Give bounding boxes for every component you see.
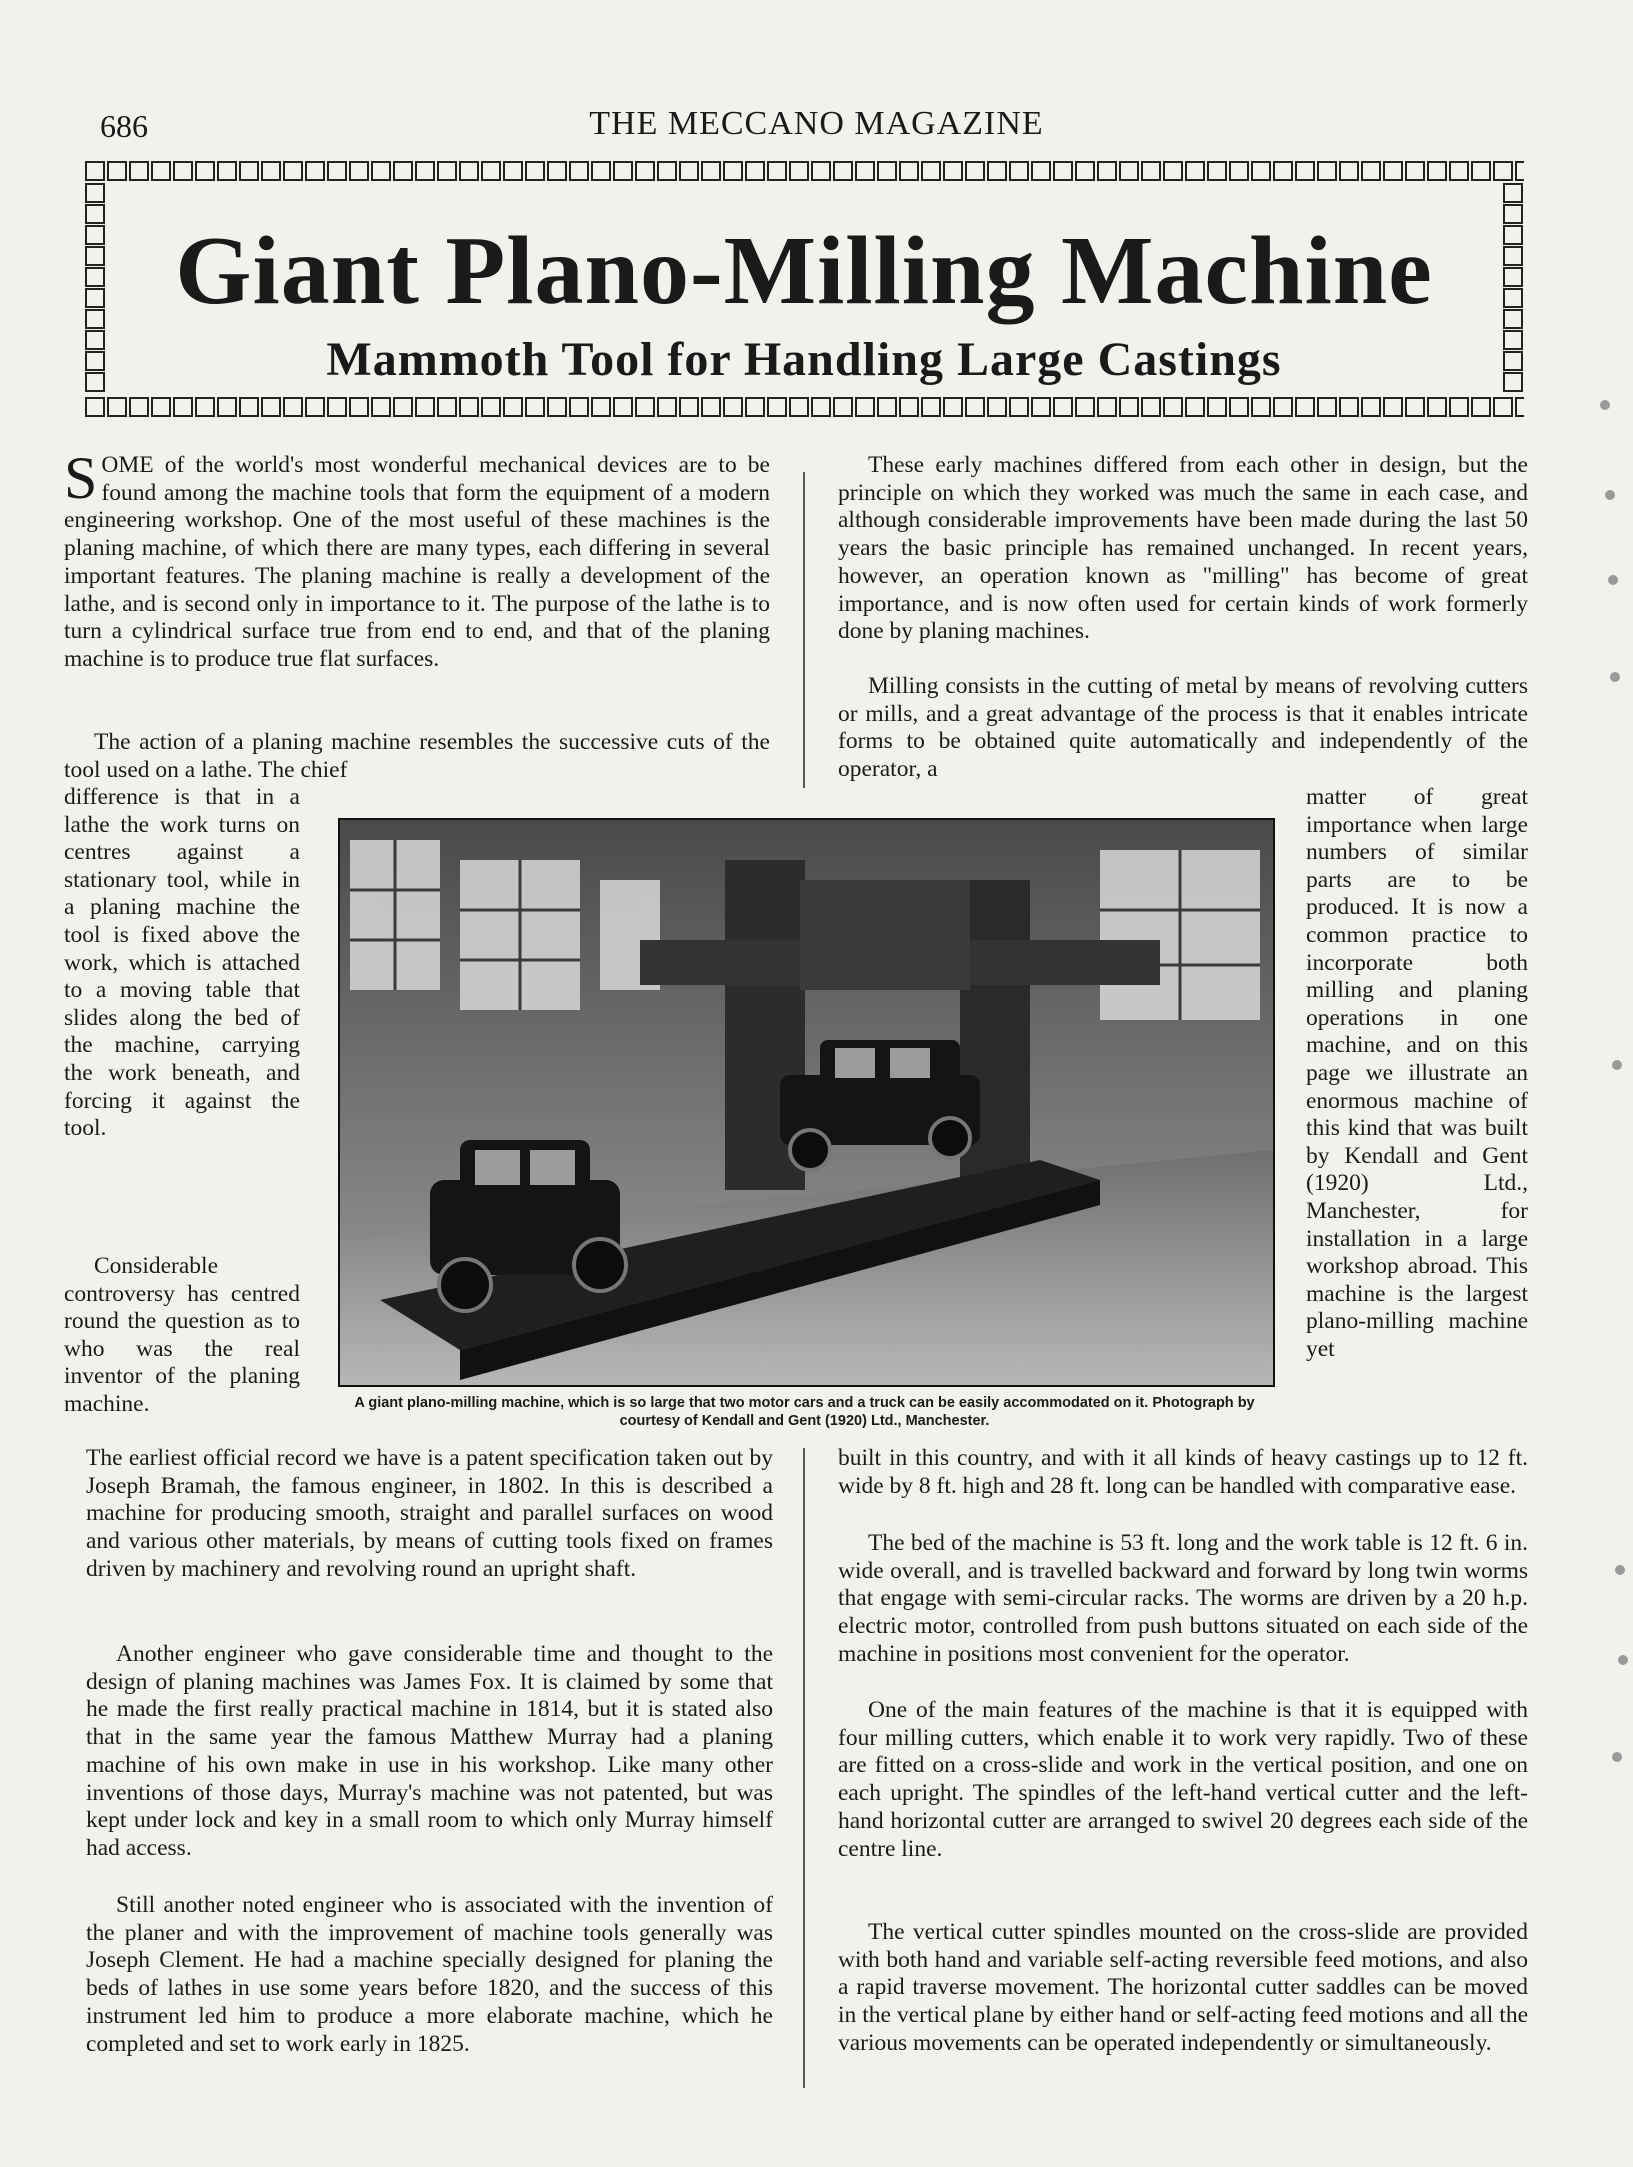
ornament-square	[1449, 397, 1469, 417]
ornament-square	[1097, 397, 1117, 417]
ornament-square	[833, 161, 853, 181]
ornament-square	[943, 397, 963, 417]
ornament-square	[1207, 161, 1227, 181]
right-paragraph-2-top: Milling consists in the cutting of metal by means of revolving cutters or mills, and a great advantage of the process is that it enables intricate forms to be obtained quite automatically and independently of the operator, a	[838, 673, 1528, 783]
right-paragraph-2-narrow: matter of great importance when large numbers of similar parts are to be produced. It is now a common practice to incorporate both milling and planing operations in one machine, and on this page we illustrate an enormous machine of this kind that was built by Kendall and Gent (1920) Ltd., Manchester, for installation in a large workshop abroad. This machine is the largest plano-milling machine yet	[1306, 784, 1528, 1362]
ornament-square	[723, 397, 743, 417]
ornament-square	[327, 161, 347, 181]
ornament-square	[1427, 161, 1447, 181]
ornament-square	[547, 397, 567, 417]
article-subtitle: Mammoth Tool for Handling Large Castings	[326, 333, 1282, 386]
ornament-square	[239, 397, 259, 417]
left-paragraph-3-full: The earliest official record we have is a patent specification taken out by Joseph Bramah, the famous engineer, in 1802. In this is described a machine for producing smooth, straight and parallel surfaces on wood and various other materials, by means of cutting tools fixed on frames driven by machinery and revolving round an upright shaft.	[86, 1445, 773, 1582]
ornament-square	[899, 397, 919, 417]
right-paragraph-3: The bed of the machine is 53 ft. long and the work table is 12 ft. 6 in. wide overall, and is travelled backward and forward by long twin worms that engage with semi-circular racks. The worms are driven by a 20 h.p. electric motor, controlled from push buttons situated on each side of the machine in positions most convenient for the operator.	[838, 1530, 1528, 1667]
ornament-square	[85, 204, 105, 224]
ornament-square	[525, 397, 545, 417]
edge-mark	[1605, 490, 1615, 500]
ornament-square	[349, 161, 369, 181]
ornament-square	[1493, 161, 1513, 181]
figure-caption: A giant plano-milling machine, which is so large that two motor cars and a truck can be easily accommodated on it. Photograph by courtesy of Kendall and Gent (1920) Ltd., Manchester.	[354, 1395, 1255, 1429]
ornament-square	[899, 161, 919, 181]
ornament-square	[811, 161, 831, 181]
edge-mark	[1612, 1060, 1622, 1070]
ornament-square	[85, 397, 105, 417]
ornament-square	[811, 397, 831, 417]
ornament-square	[1031, 397, 1051, 417]
ornament-square	[723, 161, 743, 181]
ornament-square	[635, 397, 655, 417]
right-paragraph-1: These early machines differed from each other in design, but the principle on which they worked was much the same in each case, and although considerable improvements have been made during the last 50 years the basic principle has remained unchanged. In recent years, however, an operation known as "milling" has become of great importance, and is now often used for certain kinds of work formerly done by planing machines.	[838, 452, 1528, 645]
ornament-square	[1185, 161, 1205, 181]
ornament-square	[1053, 397, 1073, 417]
article-title: Giant Plano-Milling Machine	[175, 217, 1433, 325]
ornament-square	[371, 161, 391, 181]
column-rule-upper	[803, 472, 805, 788]
ornament-square	[503, 397, 523, 417]
ornament-square	[547, 161, 567, 181]
ornament-square	[151, 397, 171, 417]
ornament-square	[129, 161, 149, 181]
ornament-square	[1317, 397, 1337, 417]
edge-mark	[1600, 400, 1610, 410]
left-paragraph-1-text: OME of the world's most wonderful mechanical devices are to be found among the machine tools that form the equipment of a modern engineering workshop. One of the most useful of these machines is the planing machine, of which there are many types, each differing in several important features. The planing machine is really a development of the lathe, and is second only in importance to it. The purpose of the lathe is to turn a cylindrical surface true from end to end, and that of the planing machine is to produce true flat surfaces.	[64, 452, 770, 672]
ornament-square	[613, 161, 633, 181]
ornament-square	[1471, 397, 1491, 417]
ornament-square	[1251, 397, 1271, 417]
ornament-square	[1361, 397, 1381, 417]
ornament-square	[1405, 397, 1425, 417]
ornament-square	[1075, 397, 1095, 417]
ornament-square	[701, 397, 721, 417]
ornament-square	[745, 161, 765, 181]
ornament-square	[943, 161, 963, 181]
ornament-square	[965, 161, 985, 181]
edge-mark	[1612, 1752, 1622, 1762]
ornament-square	[987, 397, 1007, 417]
ornament-square	[305, 161, 325, 181]
ornament-square	[569, 397, 589, 417]
ornament-square	[855, 161, 875, 181]
drop-cap: S	[64, 445, 98, 511]
ornament-square	[85, 183, 105, 203]
ornament-square	[151, 161, 171, 181]
ornament-square	[1295, 397, 1315, 417]
ornament-square	[613, 397, 633, 417]
ornament-square	[679, 397, 699, 417]
ornament-square	[85, 161, 105, 181]
ornament-square	[1503, 204, 1523, 224]
ornament-square	[833, 397, 853, 417]
ornament-square	[1229, 161, 1249, 181]
ornament-square	[217, 161, 237, 181]
edge-mark	[1608, 575, 1618, 585]
ornament-square	[1009, 397, 1029, 417]
right-paragraph-2-full: built in this country, and with it all kinds of heavy castings up to 12 ft. wide by 8 ft. high and 28 ft. long can be handled with comparative ease.	[838, 1445, 1528, 1499]
ornament-square	[1515, 397, 1524, 417]
ornament-square	[1449, 161, 1469, 181]
left-paragraph-1	[64, 445, 770, 674]
ornament-square	[1229, 397, 1249, 417]
ornament-square	[657, 397, 677, 417]
ornament-square	[107, 397, 127, 417]
ornament-square	[591, 161, 611, 181]
ornament-square	[459, 161, 479, 181]
ornament-square	[1031, 161, 1051, 181]
ornament-square	[789, 397, 809, 417]
right-paragraph-5: The vertical cutter spindles mounted on the cross-slide are provided with both hand and variable self-acting reversible feed motions, and also a rapid traverse movement. The horizontal cutter saddles can be moved in the vertical plane by either hand or self-acting feed motions and all the various movements can be operated independently or simultaneously.	[838, 1919, 1528, 2056]
ornament-square	[767, 397, 787, 417]
ornament-square	[1009, 161, 1029, 181]
left-paragraph-2-narrow: difference is that in a lathe the work turns on centres against a stationary tool, while in a planing machine the tool is fixed above the work, which is attached to a moving table that slides along the bed of the machine, carrying the work beneath, and forcing it against the tool.	[64, 784, 300, 1142]
ornament-square	[195, 161, 215, 181]
ornament-square	[1185, 397, 1205, 417]
ornament-square	[1471, 161, 1491, 181]
ornament-square	[1273, 161, 1293, 181]
ornament-square	[1383, 161, 1403, 181]
ornament-square	[1097, 161, 1117, 181]
ornament-square	[327, 397, 347, 417]
ornament-square	[1361, 161, 1381, 181]
page-number: 686	[100, 108, 148, 144]
ornament-square	[789, 161, 809, 181]
ornament-square	[393, 161, 413, 181]
left-paragraph-4: Another engineer who gave considerable time and thought to the design of planing machines was James Fox. It is claimed by some that he made the first really practical machine in 1814, but it is stated also that in the same year the famous Matthew Murray had a planing machine of his own make in use in his workshop. Like many other inventions of those days, Murray's machine was not patented, but was kept under lock and key in a small room to which only Murray himself had access.	[86, 1641, 773, 1861]
ornament-square	[393, 397, 413, 417]
ornament-square	[459, 397, 479, 417]
ornament-square	[591, 397, 611, 417]
ornament-square	[767, 161, 787, 181]
ornament-square	[921, 161, 941, 181]
ornament-square	[679, 161, 699, 181]
ornament-square	[1141, 397, 1161, 417]
ornament-square	[1339, 397, 1359, 417]
ornament-square	[173, 161, 193, 181]
ornament-square	[877, 397, 897, 417]
ornament-border-top	[84, 160, 1524, 182]
ornament-square	[129, 397, 149, 417]
title-box	[84, 160, 1524, 418]
ornament-square	[635, 161, 655, 181]
ornament-square	[987, 161, 1007, 181]
ornament-square	[481, 161, 501, 181]
ornament-square	[349, 397, 369, 417]
ornament-square	[261, 161, 281, 181]
ornament-square	[503, 161, 523, 181]
column-rule-lower	[803, 1448, 805, 2088]
ornament-square	[1207, 397, 1227, 417]
ornament-square	[107, 161, 127, 181]
ornament-square	[1053, 161, 1073, 181]
ornament-square	[1251, 161, 1271, 181]
ornament-square	[965, 397, 985, 417]
ornament-square	[877, 161, 897, 181]
ornament-square	[855, 397, 875, 417]
ornament-square	[195, 397, 215, 417]
ornament-square	[1273, 397, 1293, 417]
ornament-square	[701, 161, 721, 181]
ornament-square	[1515, 161, 1524, 181]
ornament-square	[217, 397, 237, 417]
ornament-square	[283, 397, 303, 417]
ornament-square	[745, 397, 765, 417]
ornament-square	[261, 397, 281, 417]
ornament-square	[921, 397, 941, 417]
edge-mark	[1610, 672, 1620, 682]
right-paragraph-4: One of the main features of the machine is that it is equipped with four milling cutters, which enable it to work very rapidly. Two of these are fitted on a cross-slide and work in the vertical position, and one on each upright. The spindles of the left-hand vertical cutter and the left-hand horizontal cutter are arranged to swivel 20 degrees each side of the centre line.	[838, 1697, 1528, 1862]
ornament-square	[415, 397, 435, 417]
ornament-square	[283, 161, 303, 181]
ornament-square	[1163, 397, 1183, 417]
ornament-square	[1503, 183, 1523, 203]
ornament-square	[1317, 161, 1337, 181]
ornament-square	[371, 397, 391, 417]
ornament-square	[569, 161, 589, 181]
edge-mark	[1618, 1655, 1628, 1665]
ornament-border-bottom	[84, 396, 1524, 418]
ornament-square	[1295, 161, 1315, 181]
ornament-square	[657, 161, 677, 181]
ornament-square	[415, 161, 435, 181]
ornament-square	[1119, 161, 1139, 181]
photo-illustration	[340, 820, 1273, 1385]
ornament-square	[1493, 397, 1513, 417]
ornament-square	[525, 161, 545, 181]
ornament-square	[481, 397, 501, 417]
ornament-square	[305, 397, 325, 417]
machine-photograph	[338, 818, 1275, 1387]
ornament-square	[437, 397, 457, 417]
left-paragraph-5: Still another noted engineer who is associated with the invention of the planer and with the improvement of machine tools generally was Joseph Clement. He had a machine specially designed for planing the beds of lathes in use some years before 1820, and the success of this instrument led him to produce a more elaborate machine, which he completed and set to work early in 1825.	[86, 1892, 773, 2057]
ornament-square	[1141, 161, 1161, 181]
ornament-square	[437, 161, 457, 181]
ornament-square	[1427, 397, 1447, 417]
ornament-square	[1383, 397, 1403, 417]
ornament-square	[1405, 161, 1425, 181]
ornament-square	[1163, 161, 1183, 181]
ornament-square	[1075, 161, 1095, 181]
edge-mark	[1615, 1565, 1625, 1575]
magazine-title: THE MECCANO MAGAZINE	[589, 105, 1044, 142]
left-paragraph-3-narrow: Considerable controversy has centred round the question as to who was the real inventor of the planing machine.	[64, 1253, 300, 1417]
ornament-square	[239, 161, 259, 181]
ornament-square	[1339, 161, 1359, 181]
ornament-square	[173, 397, 193, 417]
left-paragraph-2-top: The action of a planing machine resembles the successive cuts of the tool used on a lathe. The chief	[64, 729, 770, 783]
ornament-square	[1119, 397, 1139, 417]
